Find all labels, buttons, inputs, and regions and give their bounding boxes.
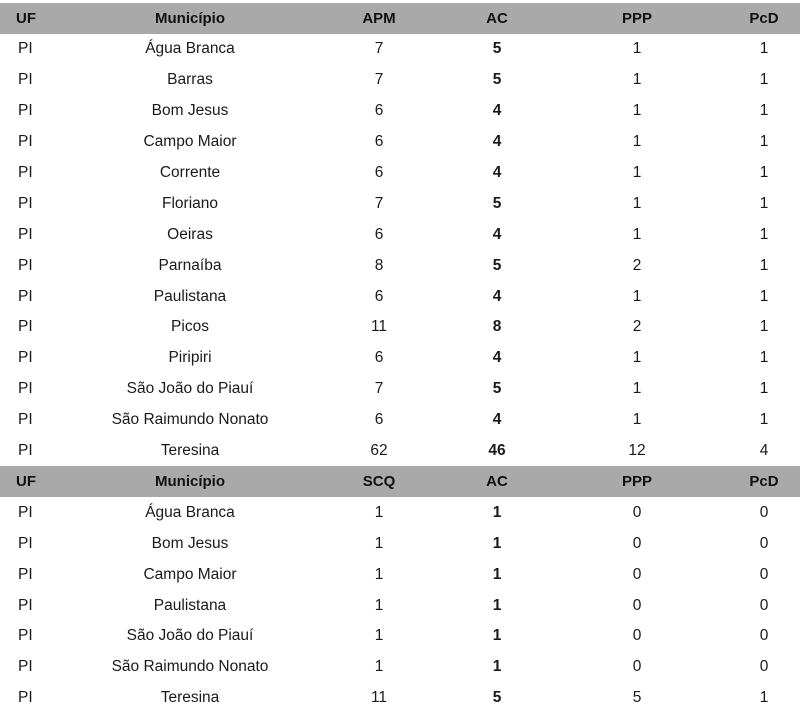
count-cell: 4: [492, 133, 502, 151]
table-row: [0, 652, 800, 683]
count-cell: 1: [759, 287, 769, 305]
table-row: [0, 312, 800, 343]
uf-cell: PI: [18, 256, 33, 274]
count-cell: 1: [632, 380, 642, 398]
column-header: APM: [362, 10, 396, 27]
table-row: [0, 281, 800, 312]
count-cell: 4: [492, 349, 502, 367]
count-cell: 1: [374, 658, 384, 676]
municipality-cell: Campo Maior: [143, 133, 237, 151]
count-cell: 4: [492, 411, 502, 429]
municipality-cell: Floriano: [162, 194, 218, 212]
count-cell: 0: [759, 565, 769, 583]
count-cell: 1: [759, 194, 769, 212]
municipality-cell: Água Branca: [145, 503, 235, 521]
count-cell: 0: [632, 503, 642, 521]
municipality-cell: São João do Piauí: [126, 380, 254, 398]
municipality-cell: São Raimundo Nonato: [111, 658, 269, 676]
count-cell: 1: [632, 287, 642, 305]
count-cell: 4: [492, 164, 502, 181]
count-cell: 0: [759, 627, 769, 645]
count-cell: 4: [492, 225, 502, 243]
uf-cell: PI: [18, 658, 33, 676]
municipality-cell: São João do Piauí: [126, 627, 254, 645]
uf-cell: PI: [18, 287, 33, 305]
municipality-cell: Teresina: [160, 689, 220, 707]
municipality-cell: Bom Jesus: [151, 102, 229, 120]
count-cell: 1: [632, 40, 642, 58]
count-cell: 1: [374, 596, 384, 614]
count-cell: 2: [632, 318, 642, 336]
count-cell: 0: [632, 627, 642, 645]
count-cell: 8: [374, 256, 384, 274]
uf-cell: PI: [18, 194, 33, 212]
count-cell: 5: [492, 71, 502, 89]
count-cell: 0: [632, 596, 642, 614]
column-header: UF: [16, 10, 36, 27]
count-cell: 2: [632, 256, 642, 274]
count-cell: 1: [759, 380, 769, 398]
count-cell: 6: [374, 349, 384, 367]
table-header-row: [0, 3, 800, 34]
count-cell: 1: [632, 225, 642, 243]
uf-cell: PI: [18, 102, 33, 120]
count-cell: 1: [374, 627, 384, 645]
count-cell: 11: [370, 689, 388, 707]
uf-cell: PI: [18, 133, 33, 151]
count-cell: 1: [759, 225, 769, 243]
count-cell: 0: [632, 658, 642, 676]
count-cell: 1: [759, 689, 769, 707]
table-row: [0, 65, 800, 96]
count-cell: 0: [759, 534, 769, 552]
column-header: AC: [486, 473, 508, 491]
count-cell: 1: [759, 40, 769, 58]
count-cell: 1: [759, 133, 769, 151]
count-cell: 7: [374, 380, 384, 398]
count-cell: 0: [759, 503, 769, 521]
count-cell: 1: [632, 164, 642, 181]
column-header: PcD: [749, 10, 779, 27]
vacancy-table: [0, 3, 800, 714]
column-header: PPP: [621, 10, 652, 27]
count-cell: 0: [759, 596, 769, 614]
count-cell: 5: [632, 689, 642, 707]
table-row: [0, 559, 800, 590]
uf-cell: PI: [18, 534, 33, 552]
table-row: [0, 436, 800, 467]
count-cell: 46: [488, 442, 506, 460]
count-cell: 6: [374, 287, 384, 305]
uf-cell: PI: [18, 164, 33, 181]
municipality-cell: Água Branca: [145, 40, 235, 58]
vacancy-table-body: [0, 3, 800, 714]
column-header: UF: [16, 473, 36, 491]
uf-cell: PI: [18, 565, 33, 583]
uf-cell: PI: [18, 442, 33, 460]
table-row: [0, 188, 800, 219]
count-cell: 1: [759, 256, 769, 274]
table-row: [0, 219, 800, 250]
count-cell: 1: [492, 503, 502, 521]
count-cell: 1: [632, 133, 642, 151]
count-cell: 6: [374, 102, 384, 120]
uf-cell: PI: [18, 503, 33, 521]
count-cell: 0: [759, 658, 769, 676]
count-cell: 11: [370, 318, 388, 336]
table-row: [0, 497, 800, 528]
count-cell: 4: [492, 287, 502, 305]
table-row: [0, 127, 800, 158]
uf-cell: PI: [18, 689, 33, 707]
count-cell: 1: [374, 503, 384, 521]
uf-cell: PI: [18, 627, 33, 645]
municipality-cell: Parnaíba: [158, 256, 222, 274]
table-row: [0, 405, 800, 436]
municipality-cell: São Raimundo Nonato: [111, 411, 269, 429]
uf-cell: PI: [18, 71, 33, 89]
count-cell: 5: [492, 40, 502, 58]
count-cell: 1: [759, 164, 769, 181]
count-cell: 8: [492, 318, 502, 336]
table-row: [0, 590, 800, 621]
municipality-cell: Paulistana: [153, 596, 227, 614]
count-cell: 1: [632, 71, 642, 89]
count-cell: 7: [374, 40, 384, 58]
count-cell: 1: [374, 565, 384, 583]
count-cell: 1: [492, 658, 502, 676]
column-header: AC: [486, 10, 508, 27]
count-cell: 6: [374, 133, 384, 151]
column-header: SCQ: [362, 473, 396, 491]
count-cell: 1: [492, 565, 502, 583]
count-cell: 62: [370, 442, 388, 460]
count-cell: 5: [492, 380, 502, 398]
count-cell: 1: [492, 596, 502, 614]
municipality-cell: Teresina: [160, 442, 220, 460]
table-row: [0, 158, 800, 189]
column-header: PcD: [749, 473, 779, 491]
uf-cell: PI: [18, 411, 33, 429]
column-header: Município: [155, 10, 225, 27]
count-cell: 1: [632, 349, 642, 367]
count-cell: 1: [759, 318, 769, 336]
municipality-cell: Picos: [171, 318, 209, 336]
count-cell: 1: [374, 534, 384, 552]
count-cell: 5: [492, 689, 502, 707]
municipality-cell: Campo Maior: [143, 565, 237, 583]
uf-cell: PI: [18, 40, 33, 58]
count-cell: 12: [628, 442, 646, 460]
table-row: [0, 34, 800, 65]
table-row: [0, 374, 800, 405]
count-cell: 4: [492, 102, 502, 120]
column-header: PPP: [621, 473, 652, 491]
table-header-row: [0, 466, 800, 497]
count-cell: 1: [632, 102, 642, 120]
count-cell: 1: [759, 411, 769, 429]
table-row: [0, 96, 800, 127]
count-cell: 1: [632, 411, 642, 429]
table-row: [0, 621, 800, 652]
uf-cell: PI: [18, 380, 33, 398]
count-cell: 1: [759, 102, 769, 120]
uf-cell: PI: [18, 349, 33, 367]
municipality-cell: Corrente: [159, 164, 221, 181]
count-cell: 1: [492, 534, 502, 552]
count-cell: 0: [632, 565, 642, 583]
count-cell: 0: [632, 534, 642, 552]
table-row: [0, 343, 800, 374]
count-cell: 6: [374, 225, 384, 243]
column-header: Município: [155, 473, 225, 491]
table-row: [0, 250, 800, 281]
count-cell: 7: [374, 71, 384, 89]
count-cell: 1: [759, 71, 769, 89]
count-cell: 1: [492, 627, 502, 645]
table-row: [0, 528, 800, 559]
count-cell: 7: [374, 194, 384, 212]
count-cell: 5: [492, 194, 502, 212]
uf-cell: PI: [18, 596, 33, 614]
municipality-cell: Bom Jesus: [151, 534, 229, 552]
count-cell: 4: [759, 442, 769, 460]
municipality-cell: Oeiras: [167, 225, 213, 243]
count-cell: 6: [374, 164, 384, 181]
count-cell: 1: [632, 194, 642, 212]
uf-cell: PI: [18, 318, 33, 336]
count-cell: 1: [759, 349, 769, 367]
table-row: [0, 683, 800, 714]
municipality-cell: Paulistana: [153, 287, 227, 305]
municipality-cell: Barras: [167, 71, 213, 89]
count-cell: 6: [374, 411, 384, 429]
municipality-cell: Piripiri: [168, 349, 212, 367]
count-cell: 5: [492, 256, 502, 274]
uf-cell: PI: [18, 225, 33, 243]
